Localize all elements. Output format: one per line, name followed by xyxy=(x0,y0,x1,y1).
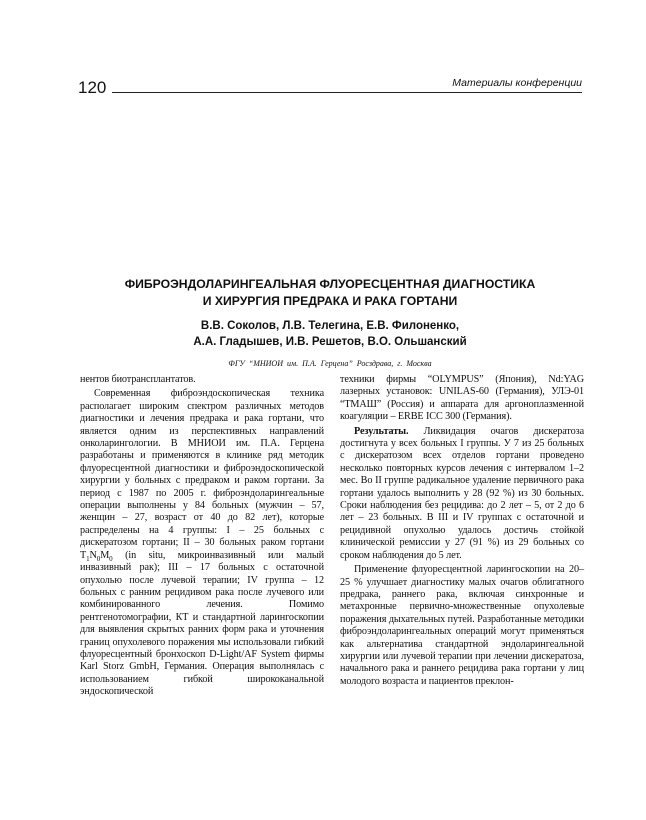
header-rule xyxy=(112,92,582,93)
page-header xyxy=(78,78,582,100)
authors-line-2: А.А. Гладышев, И.В. Решетов, В.О. Ольшанский xyxy=(193,336,467,348)
left-paragraph-1: нентов биотрансплантатов. xyxy=(80,374,196,385)
article-authors xyxy=(78,318,582,350)
left-paragraph-2-text: Современная фиброэндоскопическая техника располагает широким спектром различных методов диагностики и лечения предрака и рака гортани, что является одним из перспективных направлений онколарингологии. В МНИОИ им. П.А. Герцена разработаны и применяются в клинике ряд методик флуоресцентной диагностики и фиброэндоскопической хирургии у больных с предраком и раком гортани. За период с 1987 по 2005 г. фиброэндоларингеальные операции выполнены у 84 больных (мужчин – 57, женщин – 27, возраст от 40 до 82 лет), которые распределены на 4 группы: I – 25 больных с дискератозом гортани; II – 30 больных раком гортани xyxy=(80,388,324,549)
tnm-classification: $T_1N_0M_0$ xyxy=(80,549,113,563)
left-paragraph-2 xyxy=(80,388,324,698)
left-paragraph-2-continuation: (in situ, микроинвазивный или малый инвазивный рак); III – 17 больных с остаточной опухолью после лучевой терапии; IV группа – 12 больных с ранним рецидивом рака после лучевого или комбинированного лечения. Помимо рентгенотомографии, КТ и стандартной ларингоскопии для выявления скрытых ранних форм рака и уточнения границ опухолевого поражения мы использовали гибкий флуоресцентный бронхоскоп D-Light/AF System фирмы Karl Storz GmbH, Германия. Операция выполнялась с использованием гибкой ширококанальной эндоскопической xyxy=(80,549,324,698)
results-label: Результаты. xyxy=(354,425,409,437)
left-column xyxy=(80,374,324,699)
title-line-1: ФИБРОЭНДОЛАРИНГЕАЛЬНАЯ ФЛУОРЕСЦЕНТНАЯ ДИАГНОСТИКА xyxy=(124,277,536,291)
right-column xyxy=(340,374,584,688)
right-paragraph-1: техники фирмы “OLYMPUS” (Япония), Nd:YAG лазерных установок: UNILAS-60 (Германия), УЛЭ-01 “ТМАШ” (Россия) и аппарата для аргоноплазменной коагуляции – ERBE ICC 300 (Германия). xyxy=(340,374,584,423)
right-paragraph-2 xyxy=(340,426,584,562)
article-title xyxy=(78,276,582,310)
title-line-2: И ХИРУРГИЯ ПРЕДРАКА И РАКА ГОРТАНИ xyxy=(202,294,458,308)
right-paragraph-2-text: Ликвидация очагов дискератоза достигнута у всех больных I группы. У 7 из 25 больных с дискератозом всех отделов гортани проведено несколько повторных курсов лечения с интервалом 1–2 мес. Во II группе радикальное удаление первичного рака гортани удалось выполнить у 28 (92 %) из 30 больных. Сроки наблюдения без рецидива: до 2 лет – 5, от 2 до 6 лет – 23 больных. В III и IV группах с остаточной и рецидивной опухолью удалось достичь стойкой клинической ремиссии у 27 (91 %) из 29 больных со сроком наблюдения до 5 лет. xyxy=(340,425,584,561)
authors-line-1: В.В. Соколов, Л.В. Телегина, Е.В. Филоненко, xyxy=(200,320,460,332)
affiliation: ФГУ “МНИОИ им. П.А. Герцена” Росздрава, г. Москва xyxy=(228,359,432,368)
page-number: 120 xyxy=(78,78,107,97)
right-paragraph-3: Применение флуоресцентной ларингоскопии на 20–25 % улучшает диагностику малых очагов облигатного предрака, раннего рака, включая синхронные и метахронные первично-множественные опухолевые поражения дыхательных путей. Разработанные методики фиброэндоларингеальных операций могут применяться как альтернатива стандартной эндоларингеальной хирургии или лучевой терапии при лечении дискератоза, начального рака и раннего рецидива рака гортани у лиц молодого возраста и пациентов преклон- xyxy=(340,564,584,687)
running-head: Материалы конференции xyxy=(448,77,582,89)
